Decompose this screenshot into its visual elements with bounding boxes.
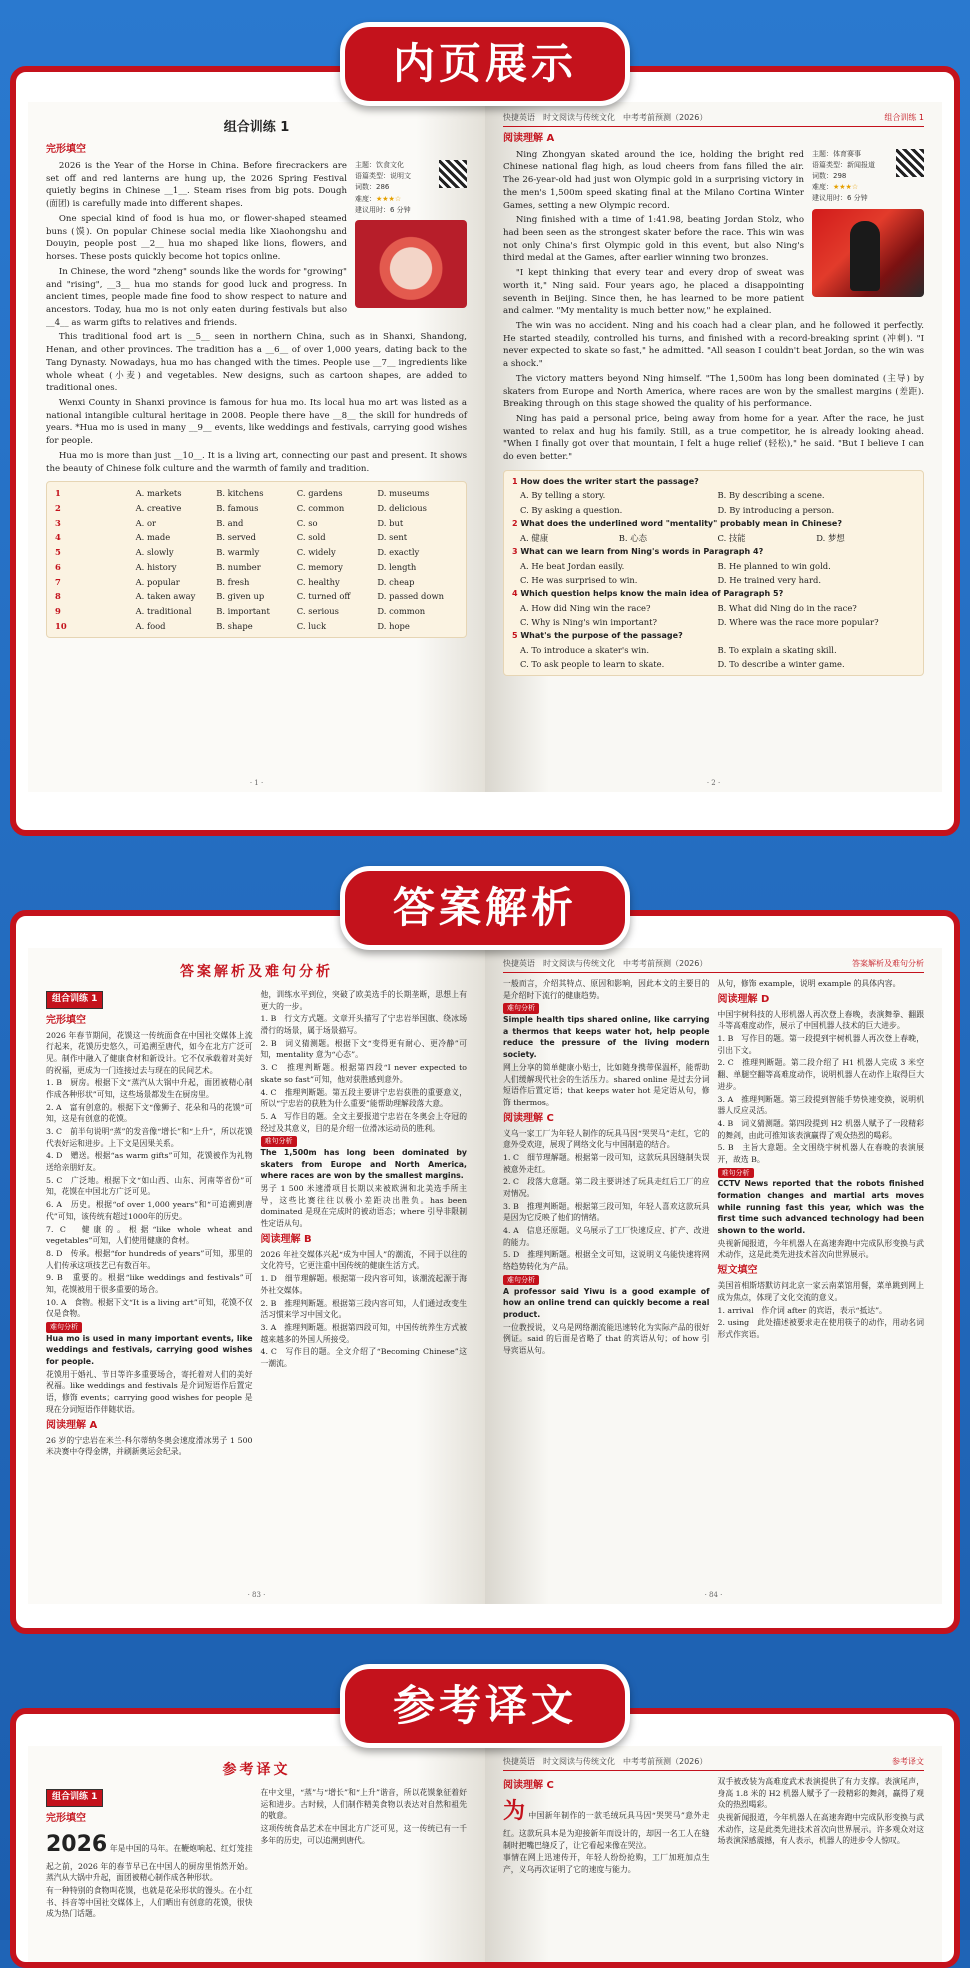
page-number: · 84 · — [704, 1590, 723, 1599]
section-heading: 完形填空 — [46, 1014, 86, 1026]
two-columns — [503, 1776, 924, 1877]
running-header: 快捷英语 时文阅读与传统文化 中考考前预测（2026） 答案解析及难句分析 — [503, 958, 924, 973]
paragraph: The win was no accident. Ning and his coach had a clear plan, and he followed it perfectly. He started steadily, controlled his turns, and finished with a record-breaking sprint (冲刺). "I never expected to skate so fast," he admitted. "All season I couldn't beat Jordan, so the win was a shock." — [503, 320, 924, 370]
answer: 10. A 食物。根据下文“It is a living art”可知，花馍不仅仅是食物。 — [46, 1297, 253, 1319]
option-row: 6 A. history B. number C. memory D. length — [55, 561, 417, 572]
hard-note: 央视新闻报道，今年机器人在高速奔跑中完成队形变换与武术动作，这是此类先进技术首次向世界展示。 — [717, 1238, 924, 1260]
page-83 — [28, 948, 485, 1604]
intro: 2026 年社交媒体兴起“成为中国人”的潮流，不同于以往的文化符号，它更注重中国传统的健康生活方式。 — [260, 1249, 467, 1271]
intro: 2026 年春节期间，花馍这一传统面食在中国社交媒体上流行起来，花馍历史悠久，可追溯至唐代，如今在北方广泛可见。制作中融入了健康食材和新设计。它不仅承载着对美好的祝福，更成为一门连接过去与现在的民间艺术。 — [46, 1030, 253, 1075]
option-row: 5 A. slowly B. warmly C. widely D. exactly — [55, 547, 420, 558]
answer: 一般而言，介绍其特点、原因和影响，因此本文的主要目的是介绍时下流行的健康趋势。 — [503, 979, 710, 1000]
answer: 4. B 词义猜测题。第四段提到 H2 机器人赋予了一段精彩的舞剑，由此可推知该表演赢得了观众热烈的喝彩。 — [717, 1118, 924, 1140]
section-heading: 阅读理解 C — [503, 1112, 554, 1124]
word-count: 词数：286 — [355, 183, 390, 192]
qr-code-icon — [439, 160, 467, 188]
translation-title: 参考译文 — [222, 1762, 291, 1778]
answer: 3. A 推理判断题。根据第四段可知，中国传统养生方式被越来越多的外国人所接受。 — [260, 1322, 467, 1344]
translation-text: 为 中国新年制作的一款毛绒玩具马因“哭哭马”意外走红。这款玩具本是为迎接新年而设计的，却因一名工人在缝制时把嘴巴缝反了，让它看起来像在哭泣。 — [503, 1799, 710, 1850]
skater-photo — [812, 209, 924, 297]
option-row: 1 A. markets B. kitchens C. gardens D. museums — [55, 488, 430, 499]
answer: 2. B 推理判断题。根据第三段内容可知，人们通过改变生活习惯来学习中国文化。 — [260, 1298, 467, 1320]
answer: 7. C 健康的。根据“like whole wheat and vegetables”可知，人们使用健康的食材。 — [46, 1224, 253, 1246]
answer: 3. B 推理判断题。根据第三段可知，年轻人喜欢这款玩具是因为它反映了他们的情绪。 — [503, 1201, 710, 1223]
paragraph: 2026 is the Year of the Horse in China. Before firecrackers are set off and red lanterns are hung up, the 2026 Spring Festival quietly begins in Chinese __1__. Steam rises from big pots. Dough (面团) is carefully made into different shapes. — [46, 161, 347, 210]
translation-page-left — [28, 1746, 485, 1968]
intro: 中国宇树科技的人形机器人再次登上春晚，表演舞拳、翻跟斗等高难度动作，展示了中国机器人技术的巨大进步。 — [717, 1009, 924, 1031]
translation-text: 有一种特别的食物叫花馍，也就是花朵形状的馒头。在小红书、抖音等中国社交媒体上，人们晒出有创意的花馍，很快成为热门话题。 — [46, 1885, 253, 1919]
answer: 8. D 传承。根据“for hundreds of years”可知，那里的人们传承这项技艺已有数百年。 — [46, 1248, 253, 1270]
section-ribbon-preview: 内页展示 — [340, 22, 630, 106]
preview-frame — [10, 66, 960, 836]
answer: 3. A 推理判断题。第三段提到智能手势快速变换，说明机器人反应灵活。 — [717, 1094, 924, 1116]
column-left — [503, 978, 710, 1358]
option-row: 8 A. taken away B. given up C. turned off D. passed down — [55, 591, 445, 602]
question-options: C. To ask people to learn to skate. D. To describe a winter game. — [520, 659, 845, 670]
translation-page-right — [485, 1746, 942, 1968]
question-options: C. Why is Ning's win important? D. Where was the race more popular? — [520, 616, 879, 627]
hard-sentence: CCTV News reported that the robots finished formation changes and martial arts moves while running fast this year, which was the first time such advanced technology had been shown to the world. — [717, 1179, 924, 1236]
page-1 — [28, 102, 485, 792]
running-header: 快捷英语 时文阅读与传统文化 中考考前预测（2026） 组合训练 1 — [503, 112, 924, 127]
answer: 5. C 广泛地。根据下文“如山西、山东、河南等省份”可知，花馍在中国北方广泛可见。 — [46, 1175, 253, 1197]
answer: 9. B 重要的。根据“like weddings and festivals”可知，花馍被用于很多重要的场合。 — [46, 1273, 253, 1294]
unit-block: 组合训练 1 — [46, 991, 103, 1009]
page-2 — [485, 102, 942, 792]
option-row: 7 A. popular B. fresh C. healthy D. cheap — [55, 576, 415, 587]
translation-text: 在中文里，“蒸”与“增长”和“上升”谐音，所以花馍象征着好运和进步。古时候，人们制作精美食物以表达对自然和祖先的敬意。 — [260, 1788, 467, 1821]
question: 3 What can we learn from Ning's words in Paragraph 4? — [512, 546, 764, 556]
translation-spread — [28, 1746, 942, 1968]
genre-label: 语篇类型：新闻报道 — [812, 160, 875, 169]
hard-note: 网上分享的简单健康小贴士，比如随身携带保温杯，能帮助人们缓解现代社会的生活压力。shared online 是过去分词短语作后置定语；that keeps water hot 是定语从句，修饰 thermos。 — [503, 1062, 710, 1107]
hard-sentence: A professor said Yiwu is a good example of how an online trend can quickly become a real product. — [503, 1286, 710, 1319]
question: 2 What does the underlined word "mentality" probably mean in Chinese? — [512, 519, 842, 529]
paragraph: Hua mo is more than just __10__. It is a living art, connecting our past and present. It shows the beauty of Chinese folk culture and the warmth of family and tradition. — [46, 450, 467, 474]
genre-label: 语篇类型：说明文 — [355, 172, 411, 181]
question: 4 Which question helps know the main idea of Paragraph 5? — [512, 589, 784, 599]
section-heading: 短文填空 — [717, 1265, 758, 1277]
question-options: A. To introduce a skater's win. B. To explain a skating skill. — [520, 644, 837, 655]
answer: 1. C 细节理解题。根据第一段可知，这款玩具因缝制失误被意外走红。 — [503, 1152, 710, 1174]
hard-sentence: Simple health tips shared online, like carrying a thermos that keeps water hot, help people reduce the pressure of the living modern society. — [503, 1015, 710, 1060]
translation-text: 2026 年是中国的马年。在鞭炮响起、红灯笼挂起之前，2026 年的春节早已在中国人的厨房里悄然开始。蒸汽从大锅中升起，面团被精心制作成各种形状。 — [46, 1831, 253, 1883]
section-heading: 完形填空 — [46, 144, 86, 156]
answers-frame — [10, 910, 960, 1634]
answer: 5. B 主旨大意题。全文围绕宇树机器人在春晚的表演展开，故选 B。 — [717, 1143, 924, 1164]
answer: 6. A 历史。根据“of over 1,000 years”和“可追溯到唐代”可知，该传统有超过1000年的历史。 — [46, 1200, 253, 1221]
paragraph: In Chinese, the word "zheng" sounds like the words for "growing" and "rising", __3__ hua mo stands for good luck and progress. In ancient times, people made fine food to show respect to nature and ancestors. Today, hua mo is not only eaten during festivals but also __4__ as warm gifts to relatives and friends. — [46, 266, 347, 328]
huamo-photo — [355, 220, 467, 308]
two-columns — [46, 1787, 467, 1921]
answer: 5. A 写作目的题。全文主要报道宁忠岩在冬奥会上夺冠的经过及其意义，目的是介绍一位滑冰运动员的胜利。 — [260, 1111, 467, 1133]
section-heading: 阅读理解 D — [717, 993, 770, 1005]
section-heading: 阅读理解 A — [46, 1419, 98, 1431]
answer: 4. C 推理判断题。第五段主要讲宁忠岩获胜的重要意义，所以“宁忠岩的获胜为什么重要”能帮助理解段落大意。 — [260, 1087, 467, 1109]
two-columns — [46, 989, 467, 1459]
answer: 3. C 前半句说明“蒸”的发音像“增长”和“上升”，所以花馍代表好运和进步。上下文是因果关系。 — [46, 1127, 253, 1148]
answer: 2. C 段落大意题。第二段主要讲述了玩具走红后工厂的应对情况。 — [503, 1177, 710, 1198]
column-right — [261, 1787, 468, 1921]
page-number: · 83 · — [247, 1590, 266, 1599]
answer: 3. C 推理判断题。根据第四段“I never expected to skate so fast”可知，他对获胜感到意外。 — [260, 1063, 467, 1084]
section-ribbon-translation: 参考译文 — [340, 1664, 630, 1748]
hard-sentence: The 1,500m has long been dominated by skaters from Europe and North America, where races are won by the smallest margins. — [260, 1147, 467, 1181]
options-table — [46, 481, 467, 638]
option-row: 3 A. or B. and C. so D. but — [55, 517, 404, 528]
column-right — [261, 989, 468, 1459]
question-options: A. He beat Jordan easily. B. He planned to win gold. — [520, 560, 831, 571]
section-heading: 阅读理解 C — [503, 1780, 554, 1791]
answer: 4. A 信息还原题。义乌展示了工厂快速反应、扩产、改进的能力。 — [503, 1226, 710, 1247]
info-box — [355, 160, 467, 308]
answer: 1. B 厨房。根据下文“蒸汽从大锅中升起，面团被精心制作成各种形状”可知，这些场景都发生在厨房里。 — [46, 1078, 253, 1099]
option-row: 2 A. creative B. famous C. common D. delicious — [55, 502, 427, 513]
difficulty: 难度：★★★☆ — [355, 194, 402, 203]
answer: 1. D 细节理解题。根据第一段内容可知，该潮流起源于海外社交媒体。 — [260, 1274, 467, 1295]
answer: 2. using 此处描述被要求走在使用筷子的动作，用动名词形式作宾语。 — [717, 1318, 924, 1339]
answer: 1. B 写作目的题。第一段提到宇树机器人再次登上春晚，引出下文。 — [717, 1034, 924, 1055]
translation-text: 事情在网上迅速传开，年轻人纷纷抢购，工厂加班加点生产，义乌再次证明了它的速度与能力。 — [503, 1853, 710, 1875]
hard-sentence: Hua mo is used in many important events, like weddings and festivals, carrying good wishes for people. — [46, 1333, 253, 1367]
intro: 26 岁的宁忠岩在米兰-科尔蒂纳冬奥会速度滑冰男子 1 500 米决赛中夺得金牌，并刷新奥运会纪录。 — [46, 1435, 253, 1457]
difficulty: 难度：★★★☆ — [812, 183, 859, 192]
column-left — [46, 989, 253, 1459]
theme-label: 主题：饮食文化 — [355, 161, 404, 170]
column-right — [718, 1776, 925, 1877]
hard-note: 一位教授说，义乌是网络潮流能迅速转化为实际产品的很好例证。said 的后面是省略了 that 的宾语从句；of how 引导宾语从句。 — [503, 1322, 710, 1355]
question-options: C. He was surprised to win. D. He trained very hard. — [520, 574, 822, 585]
option-row: 4 A. made B. served C. sold D. sent — [55, 532, 408, 543]
paragraph: Ning Zhongyan skated around the ice, holding the bright red Chinese national flag high, as loud cheers from fans filled the air. The 26-year-old had just won Olympic gold in a surprising victory in the men's 1,500m speed skating final at the Milano Cortina Winter Games, setting a new Olympic record. — [503, 149, 804, 211]
paragraph: Ning finished with a time of 1:41.98, beating Jordan Stolz, who had been seen as the strongest skater before the race. This win was not only China's first Olympic gold in this event, but also Ning's third medal at the Games, after earlier winning two bronzes. — [503, 215, 804, 264]
question-options: A. 健康 B. 心态 C. 技能 D. 梦想 — [520, 532, 845, 543]
question: 1 How does the writer start the passage? — [512, 476, 699, 486]
section-heading: 完形填空 — [46, 1812, 86, 1824]
paragraph: Wenxi County in Shanxi province is famous for hua mo. Its local hua mo art was listed as a national intangible cultural heritage in 2008. People there have __8__ the skill for hundreds of years. *Hua mo is used in many __9__ events, like weddings and festivals, carrying good wishes for people. — [46, 397, 467, 447]
hard-note: 花馍用于婚礼、节日等许多重要场合，寄托着对人们的美好祝福。like weddings and festivals 是介词短语作后置定语，修饰 events；carrying good wishes for people 是现在分词短语作伴随状语。 — [46, 1369, 253, 1414]
page-title: 组合训练 1 — [223, 120, 290, 135]
answer: 1. arrival 作介词 after 的宾语，表示“抵达”。 — [717, 1305, 887, 1315]
difficult-sentence-tag: 难句分析 — [46, 1322, 82, 1333]
answer: 2. A 富有创意的。根据下文“像狮子、花朵和马的花馍”可知，这是有创意的花馍。 — [46, 1102, 253, 1124]
time-label: 建议用时：6 分钟 — [812, 194, 868, 203]
answer: 4. D 赠送。根据“as warm gifts”可知，花馍被作为礼物送给亲朋好友。 — [46, 1151, 253, 1173]
intro: 美国首相斯塔默访问北京一家云南菜馆用餐，菜单跳到网上成为焦点，体现了文化交流的意义。 — [717, 1281, 924, 1302]
difficult-sentence-tag: 难句分析 — [503, 1275, 539, 1286]
answer: 4. C 写作目的题。全文介绍了“Becoming Chinese”这一潮流。 — [260, 1347, 467, 1368]
translation-text: 这项传统食品艺术在中国北方广泛可见，这一传统已有一千多年的历史，可以追溯到唐代。 — [260, 1824, 467, 1845]
section-heading: 阅读理解 B — [260, 1233, 312, 1245]
paragraph: "I kept thinking that every tear and every drop of sweat was worth it," Ning said. Four years ago, he placed a disappointing seventh in Beijing. Since then, he has learned to be more patient and calmer. "My mentality is much better now," he explained. — [503, 268, 804, 317]
page-84 — [485, 948, 942, 1604]
option-row: 9 A. traditional B. important C. serious D. common — [55, 605, 426, 616]
answer: 2. B 词义猜测题。根据下文“变得更有耐心、更冷静”可知，mentality 意为“心态”。 — [260, 1038, 467, 1060]
unit-block: 组合训练 1 — [46, 1789, 103, 1807]
difficult-sentence-tag: 难句分析 — [503, 1003, 539, 1014]
answers-spread — [28, 948, 942, 1604]
qr-code-icon — [896, 149, 924, 177]
section-ribbon-answers: 答案解析 — [340, 866, 630, 950]
time-label: 建议用时：6 分钟 — [355, 205, 411, 214]
two-columns — [503, 978, 924, 1358]
word-count: 词数：298 — [812, 172, 847, 180]
question: 5 What's the purpose of the passage? — [512, 631, 683, 641]
paragraph: The victory matters beyond Ning himself. "The 1,500m has long been dominated (主导) by skaters from Europe and North America, where races are won by the smallest margins (差距). Breaking through on this stage showed the quality of his performance. — [503, 373, 924, 410]
question-options: C. By asking a question. D. By introducing a person. — [520, 504, 835, 515]
hard-note: 男子 1 500 米速滑项目长期以来被欧洲和北美选手所主导，这些比赛往往以极小差距决出胜负。has been dominated 是现在完成时的被动语态；where 引导非限制性定语从句。 — [260, 1184, 467, 1229]
difficult-sentence-tag: 难句分析 — [261, 1136, 297, 1147]
answer: 他，训练水平到位，突破了欧美选手的长期垄断，思想上有更大的一步。 — [260, 990, 467, 1011]
paragraph: Ning has paid a personal price, being away from home for a year. After the race, he just wanted to relax and hug his family. Still, as a true competitor, he is already looking ahead. "When I finally got over that mountain, I felt a huge relief (轻松)," he said. "But I believe I can do even better." — [503, 414, 924, 463]
intro: 义乌一家工厂为年轻人制作的玩具马因“哭哭马”走红，它的意外受欢迎，展现了网络文化与中国制造的结合。 — [503, 1128, 710, 1150]
page-number: · 2 · — [706, 778, 721, 787]
question-options: A. By telling a story. B. By describing a scene. — [520, 490, 825, 501]
answer: 从句，修饰 example，说明 example 的具体内容。 — [717, 979, 901, 988]
translation-text: 双手被改装为高难度武术表演提供了有力支撑。表演尾声，身高 1.8 米的 H2 机器人赋予了一段精彩的舞剑，赢得了观众的热烈喝彩。 — [717, 1777, 924, 1810]
column-right — [718, 978, 925, 1358]
difficult-sentence-tag: 难句分析 — [718, 1168, 754, 1179]
running-header: 快捷英语 时文阅读与传统文化 中考考前预测（2026） 参考译文 — [503, 1756, 924, 1771]
theme-label: 主题：体育赛事 — [812, 149, 861, 158]
info-box — [812, 149, 924, 297]
section-heading: 阅读理解 A — [503, 132, 555, 144]
answer: 5. D 推理判断题。根据全文可知，这说明义乌能快速将网络趋势转化为产品。 — [503, 1250, 710, 1272]
paragraph: This traditional food art is __5__ seen in northern China, such as in Shanxi, Shandong, Henan, and other provinces. The tradition has a __6__ of over 1,000 years, dating back to the Tang Dynasty. Nowadays, hua mo has changed with the times. People use __7__ ingredients like whole wheat (小麦) and vegetables. New designs, such as cartoon shapes, are added to traditional ones. — [46, 332, 467, 394]
translation-text: 央视新闻报道，今年机器人在高速奔跑中完成队形变换与武术动作，这是此类先进技术首次向世界展示。许多观众对这场表演深感震撼，有人表示，机器人的进步令人惊叹。 — [717, 1813, 924, 1846]
answer: 2. C 推理判断题。第二段介绍了 H1 机器人完成 3 米空翻、单腿空翻等高难度动作，说明机器人在动作上取得巨大进步。 — [717, 1058, 924, 1091]
column-left — [503, 1776, 710, 1877]
option-row: 10 A. food B. shape C. luck D. hope — [55, 620, 410, 631]
preview-spread — [28, 102, 942, 792]
question-options: A. How did Ning win the race? B. What did Ning do in the race? — [520, 602, 857, 613]
questions-box — [503, 470, 924, 677]
answers-title: 答案解析及难句分析 — [180, 964, 333, 980]
column-left — [46, 1787, 253, 1921]
paragraph: One special kind of food is hua mo, or flower-shaped steamed buns (馍). On popular Chinese social media like Xiaohongshu and Douyin, people post __2__ hua mo shaped like lions, flowers, and horses. These posts quickly become hot topics online. — [46, 213, 347, 263]
page-number: · 1 · — [249, 778, 264, 787]
answer: 1. B 行文方式题。文章开头描写了宁忠岩举国旗、绕冰场滑行的场景，属于场景描写。 — [260, 1014, 467, 1036]
